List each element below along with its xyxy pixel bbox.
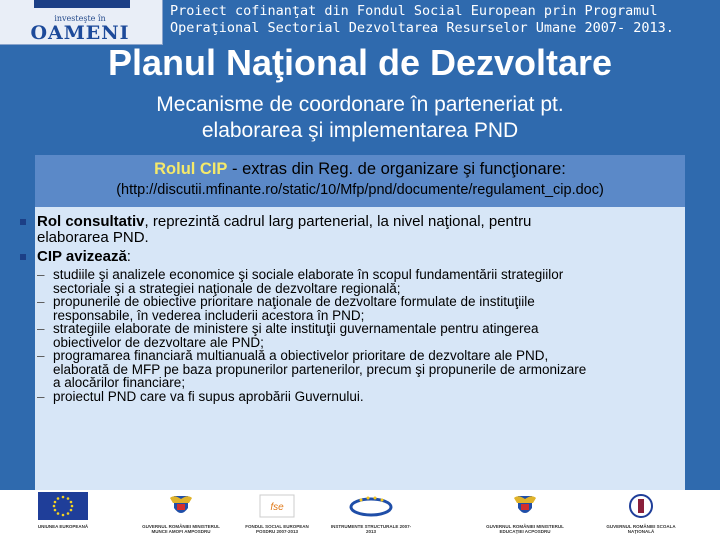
logo-big-text: OAMENI — [30, 22, 130, 44]
sub-item-line: obiectivelor de dezvoltare ale PND; — [53, 334, 264, 350]
dash-icon: – — [37, 348, 45, 363]
bullet-bold: CIP avizează — [37, 248, 127, 265]
sub-item-line: strategiile elaborate de ministere şi alte instituţii guvernamentale pentru atingerea — [53, 321, 539, 336]
dash-icon: – — [37, 321, 45, 336]
bullet-text: : — [126, 248, 131, 265]
footer-logo-caption: UNIUNEA EUROPEANĂ — [37, 524, 89, 529]
sub-item-line: programarea financiară multianuală a obiectivelor prioritare de dezvoltare ale PND, — [53, 348, 549, 363]
role-heading — [35, 160, 685, 179]
sub-item-line: responsabile, în vederea includerii acestora în PND; — [53, 307, 365, 323]
sub-item-line: sectoriale şi a strategiei naţionale de dezvoltare regională; — [53, 280, 401, 296]
footer-logo-caption: GUVERNUL ROMÂNIEI MINISTERUL EDUCAŢIEI ACPOSDRU — [486, 524, 564, 534]
bullet-list — [20, 214, 680, 403]
eu-flag-icon — [38, 492, 88, 520]
sub-item — [20, 295, 680, 322]
romania-coat-of-arms-icon — [500, 492, 550, 520]
dash-icon: – — [37, 294, 45, 309]
sub-item-line: studiile şi analizele economice şi sociale elaborate în scopul fundamentării strategiilor — [53, 267, 564, 282]
bullet-item — [20, 249, 680, 265]
sub-item-line: proiectul PND care va fi supus aprobării Guvernului. — [53, 388, 364, 404]
bullet-square-icon — [20, 254, 26, 260]
slide-subtitle — [60, 92, 660, 144]
footer-logo-caption: GUVERNUL ROMÂNIEI SCOALA NAŢIONALĂ — [606, 524, 676, 534]
bullet-item — [20, 214, 680, 246]
bullet-bold: Rol consultativ — [37, 213, 145, 230]
footer-logo — [236, 490, 318, 540]
subtitle-line-2: elaborarea şi implementarea PND — [201, 119, 519, 142]
bullet-text-cont: elaborarea PND. — [37, 229, 149, 246]
footer-logo — [600, 490, 682, 540]
sub-item-line: elaborată de MFP pe baza propunerilor partenerilor, precum şi propunerile de armonizare — [53, 361, 587, 377]
slide-title: Planul Naţional de Dezvoltare — [107, 42, 613, 83]
header-line-2: Operaţional Sectorial Dezvoltarea Resurselor Umane 2007- 2013. — [170, 20, 674, 36]
fse-logo-icon — [252, 492, 302, 520]
footer-logos — [0, 490, 720, 540]
regulation-url[interactable]: (http://discutii.mfinante.ro/static/10/Mfp/pnd/documente/regulament_cip.doc) — [116, 182, 604, 198]
svg-text:fse: fse — [270, 502, 284, 513]
instrumente-structurale-icon — [346, 492, 396, 520]
subtitle-line-1: Mecanisme de coordonare în parteneriat pt. — [156, 93, 564, 116]
footer-logo — [330, 490, 412, 540]
organization-logo-icon — [616, 492, 666, 520]
footer-logo-caption: INSTRUMENTE STRUCTURALE 2007-2013 — [330, 524, 412, 534]
panel-header — [35, 155, 685, 207]
header-line-1: Proiect cofinanţat din Fondul Social European prin Programul — [170, 3, 658, 19]
romania-coat-of-arms-icon — [156, 492, 206, 520]
logo-banner — [34, 0, 130, 8]
sub-item — [20, 322, 680, 349]
footer-logo — [484, 490, 566, 540]
dash-icon: – — [37, 267, 45, 282]
project-header — [170, 3, 710, 37]
bullet-square-icon — [20, 219, 26, 225]
footer-logo-caption: FONDUL SOCIAL EUROPEAN POSDRU 2007-2013 — [245, 524, 309, 534]
role-heading-bold: Rolul CIP — [154, 160, 228, 178]
role-heading-rest: - extras din Reg. de organizare şi funcţionare: — [227, 160, 566, 178]
dash-icon: – — [37, 388, 45, 404]
sub-item — [20, 390, 680, 404]
bullet-text: , reprezintă cadrul larg partenerial, la nivel naţional, pentru — [144, 213, 532, 230]
oameni-logo — [0, 0, 163, 45]
sub-item-line: propunerile de obiective prioritare naţionale de dezvoltare formulate de instituţiile — [53, 294, 535, 309]
footer-logo — [140, 490, 222, 540]
logo-small-text: investeşte în — [54, 14, 106, 23]
footer-logo-caption: GUVERNUL ROMÂNIEI MINISTERUL MUNCII AMOFI AMPOSDRU — [142, 524, 220, 534]
sub-item-line: a alocărilor financiare; — [53, 375, 186, 390]
footer-logo — [22, 490, 104, 540]
sub-item — [20, 268, 680, 295]
sub-item — [20, 349, 680, 390]
